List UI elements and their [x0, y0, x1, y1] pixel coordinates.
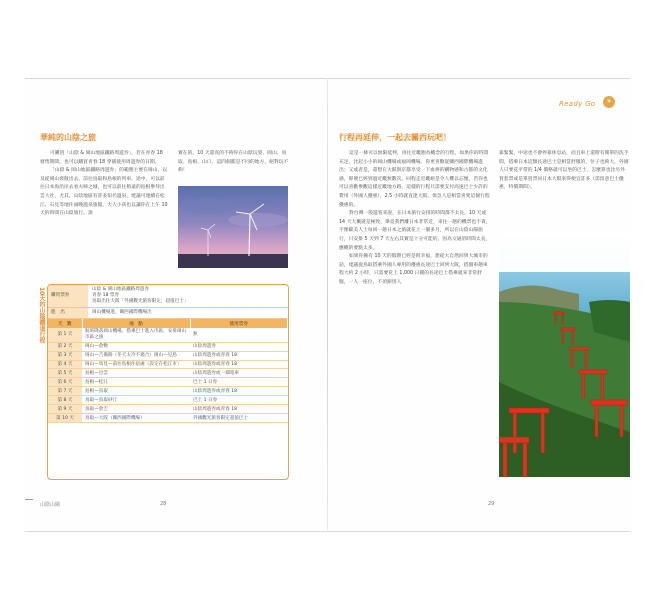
cell-ticket: 巴士 1 日券: [190, 396, 288, 405]
depart-label: 進 出: [48, 308, 88, 318]
cell-ticket: 山陰周遊券或青春 18: [190, 360, 288, 369]
ticket-line: 鳥取出往大阪「外國觀光旅客限定，超值巴士」: [92, 299, 189, 304]
cell-place: 島根—出雲: [82, 369, 190, 378]
cell-ticket: 山陰周遊券或青春 18: [190, 351, 288, 360]
cell-ticket: 外國觀光旅客限定超值巴士: [190, 414, 288, 423]
table-row: [48, 369, 288, 378]
header-ticket: 使用票券: [190, 319, 288, 328]
brand-logo-text: Ready Go: [559, 100, 596, 108]
cell-place: 鳥取—鳥取砂丘: [82, 396, 190, 405]
book-spine: [327, 78, 328, 530]
cell-day: 第 6 天: [48, 378, 82, 387]
table-header-row: [48, 319, 288, 328]
itinerary-table-panel: [47, 284, 289, 480]
cell-ticket: 無: [190, 328, 288, 342]
cell-day: 第 5 天: [48, 369, 82, 378]
header-day: 天 數: [48, 319, 82, 328]
cell-place: 鳥取—大阪（關西國際機場）: [82, 414, 190, 423]
right-column-2: [499, 150, 629, 230]
paragraph: 對台灣一般遊客來說，在日本旅行安排的時間都不太長，10 天或 14 天大概就是極致，畢竟我們離日本非常近，來往一趟的機票也不貴，不像歐美人士每回一趟日本之旅就花上一個多月，所以在山陰山陽旅行，只安排 5 天到 7 天左右其實是十分可能的，因為交通的時間太長，應概的要點太多。: [339, 211, 491, 251]
cell-ticket: 山陰周遊券或一畑電車: [190, 369, 288, 378]
cell-day: 第 2 天: [48, 342, 82, 351]
cell-place: 岡山—倉敷: [82, 342, 190, 351]
right-column-1: [339, 150, 491, 490]
left-column-1: [40, 150, 169, 278]
paragraph: 如果你擁有 10 天的假期已經是很幸福，想從大自然回到大城市的話，建議從鳥取搭乘外國人專用的優惠長途巴士回到大阪，搭個車趟車程大約 2 小時，只需要花上 1,000 日圓的長途巴士搭乘就來非常舒服，一人一座位，不須跟別人: [339, 254, 488, 285]
table-row: [48, 396, 288, 405]
footer-rule: [25, 499, 33, 500]
cell-day: 第 10 天: [48, 414, 82, 423]
cell-ticket: 山陰周遊券或青春 18: [190, 387, 288, 396]
right-page-heading: 行程再延伸，一起去關西玩吧！: [339, 133, 451, 142]
ticket-line: 青春 18 票券: [92, 293, 120, 298]
cell-place: 岡山—馬見—前往島根住宿處（設定在松江市）: [82, 360, 190, 369]
header-place: 地 點: [82, 319, 190, 328]
ticket-label: 購買票券: [48, 285, 88, 307]
cell-day: 第 4 天: [48, 360, 82, 369]
cell-place: 鳥取—倉吉: [82, 405, 190, 414]
depart-row: [48, 308, 288, 319]
left-page-number: 28: [160, 501, 167, 507]
paragraph: 這是一條可以無限延伸，再往近畿跑為概念的行程，如果你的時間充足，比起小小的岡山機場或福岡機場，你更喜歡從關西國際機場進出；又或者是，還想在大阪與京都享受一下血拼的購物感和古都的文化感，即便已經到過近畿無數次，回程走近畿絕是令人難以忘懷，若你也可以喜歡參觀這樣近畿地方路，這樣的行程只需要支付高速巴士少許的費用（外國人優惠），2.5 小時就直達大阪，俱急人是相當喜愛這個行程優惠的。: [339, 151, 490, 208]
cell-day: 第 8 天: [48, 396, 82, 405]
cell-place: 岡山—吉備路（冬天太冷不適合）岡山—兒島: [82, 351, 190, 360]
ticket-row: [48, 285, 288, 308]
cell-place: 島根—松江: [82, 378, 190, 387]
left-page-heading: 華純的山陰之旅: [40, 133, 96, 142]
table-row: [48, 351, 288, 360]
paragraph: 「山陰 & 岡山地區鐵路周遊券」的範圍主要在岡山，以及從岡山發散出去，前往鳥取和島根的列車，途中，可以前往日本海沿岸去看夫婦之城，也可以前往稍遠的島根參拜出雲大社，尤其，山陰地區有許多知名溫泉，建議可連續在松江、石見等地住兩晚溫泉旅館，大人小孩也以讓你在上午 10 天的時間在山陰旅行。說: [40, 168, 168, 217]
right-page-number: 29: [488, 501, 495, 507]
torii-gates-photo: [499, 232, 630, 477]
cell-ticket: 巴士 1 日券: [190, 378, 288, 387]
table-row: [48, 360, 288, 369]
brand-badge-icon: ✶: [603, 96, 615, 108]
table-row: [48, 328, 288, 342]
left-column-2: [178, 150, 290, 184]
cell-day: 第 7 天: [48, 387, 82, 396]
depart-value: 岡山機場進，關西國際機場出: [92, 310, 152, 315]
cell-place: 航班降落岡山機場，搭乘巴士進入市區，安排岡山市區之旅: [82, 328, 190, 342]
table-vertical-title: 10天的山陰鐵道行程: [38, 287, 45, 344]
cell-day: 第 3 天: [48, 351, 82, 360]
wind-turbine-photo: [178, 186, 288, 268]
cell-place: 島根—鳥取: [82, 387, 190, 396]
table-row: [48, 405, 288, 414]
paragraph: 可購買「山陰 & 岡山地區鐵路周遊券」，若在青春 18 發售期間，也可以購買青春 18 穿插使用周遊券的日期。: [40, 151, 163, 165]
cell-ticket: 山陰周遊券或青春 18: [190, 405, 288, 414]
table-row: [48, 378, 288, 387]
left-running-footer: 山陰山陽: [40, 502, 61, 508]
cell-day: 第 9 天: [48, 405, 82, 414]
itinerary-table: [48, 319, 288, 423]
table-row: [48, 387, 288, 396]
paragraph: 靠緊緊，中途也不會停靠休息站，而且車上還附有簡單的洗手間，搭乘日本這類長途巴士是相當舒服的，位子也夠大，外國人只要花平常的 1/4 價格就可以坐的巴士，怎麼算也比另外買套票或是單買票回日本大阪來得便宜許多（需留意巴士優惠，特價期間）。: [499, 151, 629, 191]
table-row: [48, 414, 288, 423]
table-row: [48, 342, 288, 351]
cell-ticket: 山陰周遊券: [190, 342, 288, 351]
paragraph: 實在的，10 天還真的不夠你在山陰玩耍，岡山、鳥取、島根、山口，這四個都是不同的地方，絕對玩不夠！: [178, 151, 289, 174]
ticket-values: [88, 285, 288, 307]
ticket-line: 山陰 & 岡山地區鐵路周遊券: [92, 287, 150, 292]
cell-day: 第 1 天: [48, 328, 82, 342]
